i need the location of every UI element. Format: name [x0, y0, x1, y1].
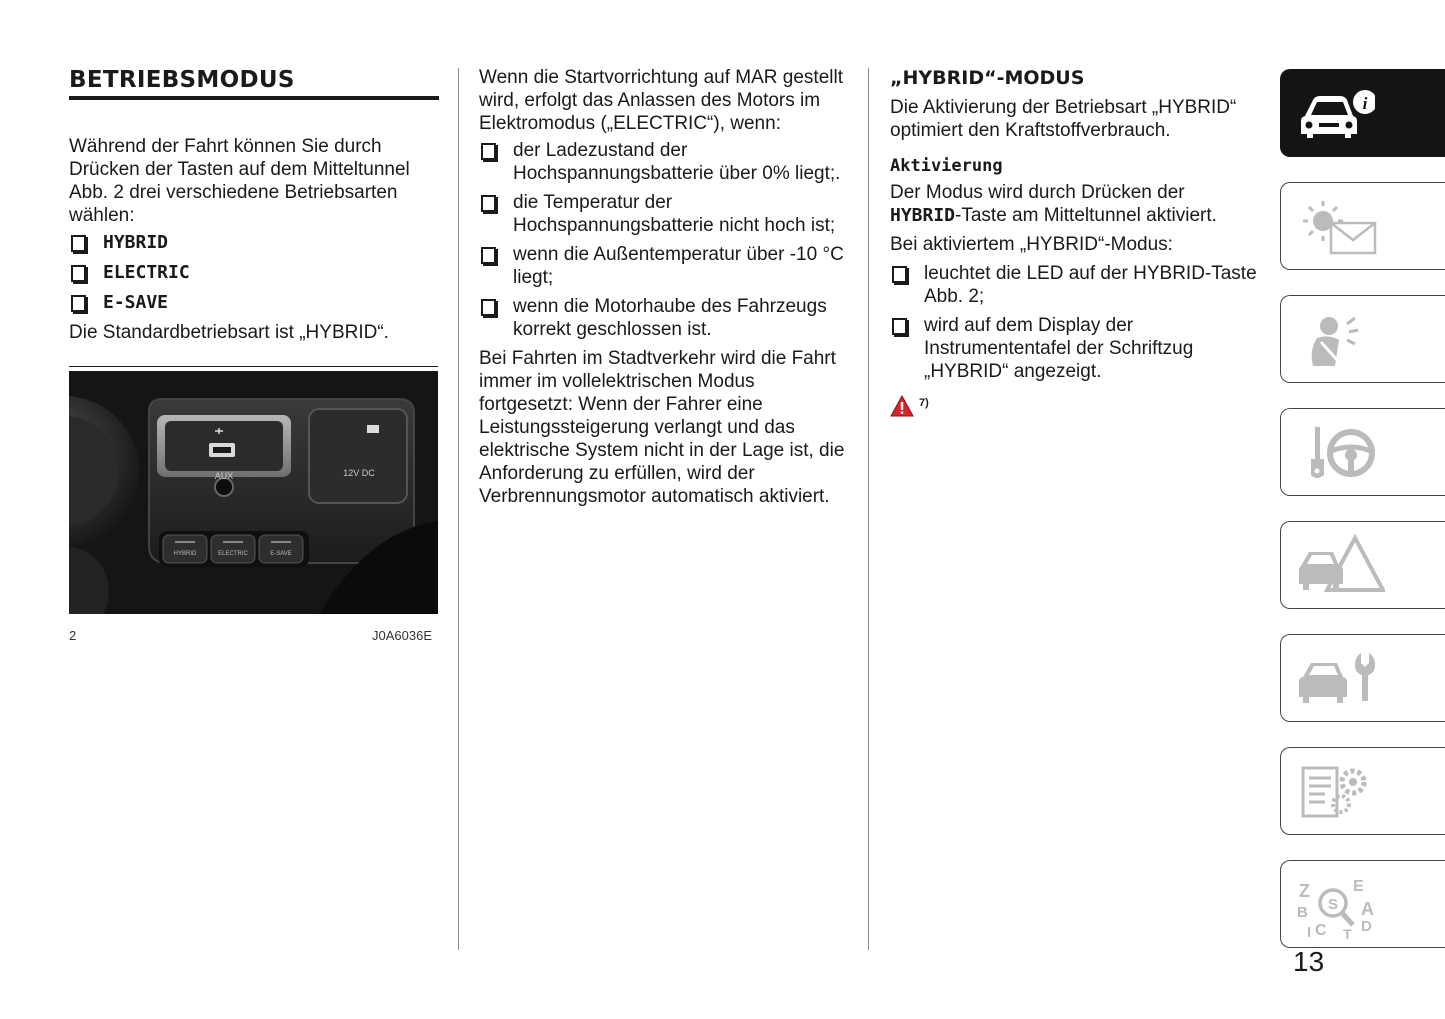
mode-list	[69, 231, 439, 314]
tab-warning-lights[interactable]	[1280, 182, 1445, 270]
hybrid-intro: Die Aktivierung der Betriebsart „HYBRID“ optimiert den Kraftstoffverbrauch.	[890, 97, 1237, 141]
list-item: wenn die Außentemperatur über -10 °C liegt;	[479, 243, 851, 289]
dc-socket-label: 12V DC	[343, 468, 375, 478]
checkbox-bullet-icon	[71, 235, 86, 252]
page-number: 13	[1293, 946, 1325, 977]
svg-text:I: I	[1307, 924, 1312, 941]
section-heading: BETRIEBSMODUS	[69, 66, 439, 100]
figure-code: J0A6036E	[372, 628, 432, 643]
svg-text:i: i	[1362, 94, 1368, 113]
tab-index[interactable]	[1280, 860, 1445, 948]
hybrid-heading: „HYBRID“-MODUS	[890, 67, 1085, 89]
column-divider	[458, 68, 459, 950]
svg-text:D: D	[1361, 918, 1372, 935]
center-console-photo	[69, 371, 438, 614]
svg-text:C: C	[1315, 922, 1327, 939]
activation-paragraph: Der Modus wird durch Drücken der HYBRID-Taste am Mitteltunnel aktiviert.	[890, 182, 1217, 226]
airbag-safety-icon	[1295, 306, 1375, 372]
active-mode-list	[890, 262, 1260, 383]
checkbox-bullet-icon	[71, 295, 86, 312]
list-item: ELECTRIC	[69, 261, 439, 284]
tab-starting-driving[interactable]	[1280, 408, 1445, 496]
warning-reference[interactable]	[890, 395, 1260, 417]
key-steering-wheel-icon	[1295, 419, 1385, 485]
intro-paragraph: Während der Fahrt können Sie durch Drücken der Tasten auf dem Mitteltunnel Abb. 2 drei verschiedene Betriebsarten wählen:	[69, 136, 410, 226]
list-item: wenn die Motorhaube des Fahrzeugs korrekt geschlossen ist.	[479, 295, 851, 341]
column-start-conditions	[479, 66, 851, 508]
warning-triangle-icon	[890, 395, 914, 417]
car-emergency-icon	[1295, 532, 1385, 598]
photo-hybrid-button-label: HYBRID	[173, 551, 197, 557]
tab-technical-data[interactable]	[1280, 747, 1445, 835]
checkbox-bullet-icon	[892, 318, 907, 335]
activation-subheading: Aktivierung	[890, 156, 1003, 176]
tab-emergency[interactable]	[1280, 521, 1445, 609]
figure-divider	[69, 366, 438, 367]
tab-safety[interactable]	[1280, 295, 1445, 383]
console-illustration	[69, 371, 438, 614]
svg-text:B: B	[1297, 904, 1308, 921]
tab-car-info[interactable]	[1280, 69, 1445, 157]
warning-lights-icon	[1295, 193, 1385, 259]
technical-data-icon	[1295, 758, 1385, 824]
svg-text:A: A	[1361, 899, 1374, 919]
photo-esave-button-label: E-SAVE	[270, 551, 292, 557]
city-driving-paragraph: Bei Fahrten im Stadtverkehr wird die Fahrt immer im vollelektrischen Modus fortgesetzt: Wenn der Fahrer eine Leistungssteigerung verlangt und das elektrische System nicht in der Lage ist, die Anforderung zu erfüllen, wird der Verbrennungsmotor automatisch aktiviert.	[479, 348, 845, 507]
svg-text:S: S	[1327, 896, 1339, 913]
svg-text:Z: Z	[1299, 881, 1310, 901]
start-intro: Wenn die Startvorrichtung auf MAR gestellt wird, erfolgt das Anlassen des Motors im Elektromodus („ELECTRIC“), wenn:	[479, 67, 843, 134]
car-info-icon	[1295, 80, 1375, 146]
list-item: wird auf dem Display der Instrumententafel der Schriftzug „HYBRID“ angezeigt.	[890, 314, 1260, 383]
list-item: E-SAVE	[69, 291, 439, 314]
figure-number: 2	[69, 628, 77, 643]
photo-electric-button-label: ELECTRIC	[218, 551, 248, 557]
tab-maintenance[interactable]	[1280, 634, 1445, 722]
aux-label: AUX	[214, 471, 234, 481]
car-maintenance-icon	[1295, 645, 1385, 711]
list-item: die Temperatur der Hochspannungsbatterie nicht hoch ist;	[479, 191, 851, 237]
active-mode-lead: Bei aktiviertem „HYBRID“-Modus:	[890, 234, 1173, 255]
checkbox-bullet-icon	[481, 195, 496, 212]
checkbox-bullet-icon	[892, 266, 907, 283]
warning-footnote-number: 7)	[919, 397, 929, 409]
list-item: der Ladezustand der Hochspannungsbatterie über 0% liegt;.	[479, 139, 851, 185]
svg-text:T: T	[1343, 926, 1352, 942]
list-item: HYBRID	[69, 231, 439, 254]
checkbox-bullet-icon	[71, 265, 86, 282]
column-betriebsmodus	[69, 66, 439, 344]
column-hybrid-mode	[890, 66, 1260, 417]
alphabetical-index-icon	[1295, 871, 1385, 947]
list-item: leuchtet die LED auf der HYBRID-Taste Abb. 2;	[890, 262, 1260, 308]
svg-text:E: E	[1353, 878, 1364, 895]
checkbox-bullet-icon	[481, 143, 496, 160]
checkbox-bullet-icon	[481, 247, 496, 264]
column-divider	[868, 68, 869, 950]
checkbox-bullet-icon	[481, 299, 496, 316]
hybrid-key-name: HYBRID	[890, 205, 956, 226]
default-mode-text: Die Standardbetriebsart ist „HYBRID“.	[69, 322, 389, 343]
start-condition-list	[479, 139, 851, 341]
